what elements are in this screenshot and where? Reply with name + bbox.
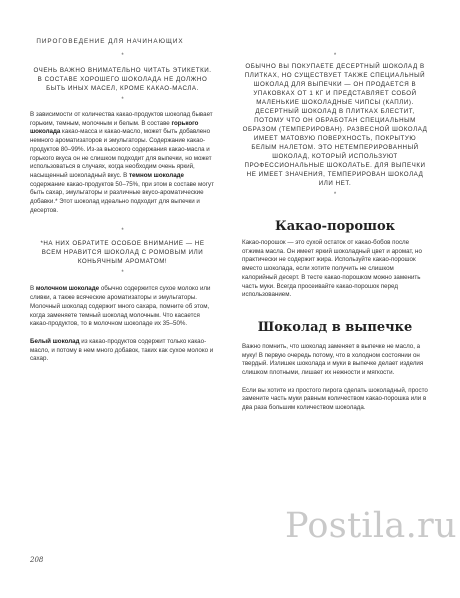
callout-quote: ОБЫЧНО ВЫ ПОКУПАЕТЕ ДЕСЕРТНЫЙ ШОКОЛАД В ПЛИТКАХ, НО СУЩЕСТВУЕТ ТАКЖЕ СПЕЦИАЛЬНЫЙ ШОКОЛАД ДЛЯ ВЫПЕЧКИ — ОН ПРОДАЕТСЯ В УПАКОВКАХ ОТ 1 КГ И ПРЕДСТАВЛЯЕТ СОБОЙ МАЛЕНЬКИЕ ШОКОЛАДНЫЕ ЧИПСЫ (КАПЛИ). ДЕСЕРТНЫЙ ШОКОЛАД В ПЛИТКАХ БЛЕСТИТ, ПОТОМУ ЧТО ОН ОБРАБОТАН СПЕЦИАЛЬНЫМ ОБРАЗОМ (ТЕМПЕРИРОВАН). РАЗВЕСНОЙ ШОКОЛАД ИМЕЕТ МАТОВУЮ ПОВЕРХНОСТЬ, ПОКРЫТУЮ БЕЛЫМ НАЛЕТОМ. ЭТО НЕТЕМПЕРИРОВАННЫЙ ШОКОЛАД, КОТОРЫЙ ИСПОЛЬЗУЮТ ПРОФЕССИОНАЛЬНЫЕ ШОКОЛАТЬЕ. ДЛЯ ВЫПЕЧКИ НЕ ИМЕЕТ ЗНАЧЕНИЯ, ТЕМПЕРИРОВАН ШОКОЛАД ИЛИ НЕТ. [242,63,428,187]
paragraph-baking-1: Важно помнить, что шоколад заменяет в выпечке не масло, а муку! В первую очередь потому, что в холодном состоянии он твердый. Излишек шоколада и муки в выпечке делает изделия слишком плотными, лишает их нежности и мягкости. [242,342,424,377]
star-ornament: * [121,270,124,277]
section-heading-cocoa: Какао-порошок [274,219,396,234]
text-span: обычно содержится сухое молоко или сливки, а также всяческие ароматизаторы и эмульгаторы. Молочный шоколад содержит много сахара, помните об этом, когда заменяете темный шоколад молочным. Что касается какао-продуктов, то в молочном шоколаде их 35–50%. [30,285,211,328]
page-number: 208 [30,556,44,564]
running-head: ПИРОГОВЕДЕНИЕ ДЛЯ НАЧИНАЮЩИХ [36,38,184,45]
star-ornament: * [121,97,124,103]
text-span: В зависимости от количества какао-продуктов шоколад бывает горьким, темным, молочным и белым. В составе [30,111,213,127]
star-ornament: * [333,53,337,59]
star-ornament: * [121,53,124,59]
callout-quote: *НА НИХ ОБРАТИТЕ ОСОБОЕ ВНИМАНИЕ — НЕ ВСЕМ НРАВИТСЯ ШОКОЛАД С РОМОВЫМ ИЛИ КОНЬЯЧНЫМ АРОМАТОМ! [40,240,205,266]
left-column [30,52,215,364]
star-ornament: * [121,228,124,235]
section-heading-baking: Шоколад в выпечке [257,319,413,335]
paragraph-cocoa: Какао-порошок — это сухой остаток от какао-бобов после отжима масла. Он имеет яркий шоколадный цвет и аромат, но практически не содержит жира. Используйте какао-порошок вместо шоколада, если хотите получить не слишком калорийный десерт. В тесте какао-порошком можно заменить часть муки. Всегда просеивайте какао-порошок перед использованием. [242,239,422,299]
star-ornament: * [333,192,337,198]
bold-term: темном шоколаде [128,171,185,179]
watermark: Postila.ru [285,506,457,546]
text-span: какао-масса и какао-масло, может быть добавлено немного ароматизаторов и эмульгаторы. Содержание какао-продуктов 80–99%. Из-за высокого содержания какао-масла и горького вкуса он не слишком подходит для выпечки, но может использоваться в случаях, когда необходим очень яркий, насыщенный шоколадный вкус. В [30,128,212,179]
paragraph-milk-chocolate [30,285,215,329]
text-span: В [30,285,36,293]
bold-term: молочном шоколаде [35,285,100,293]
bold-term: Белый шоколад [30,337,80,345]
right-column [242,52,428,413]
callout-quote: ОЧЕНЬ ВАЖНО ВНИМАТЕЛЬНО ЧИТАТЬ ЭТИКЕТКИ. В СОСТАВЕ ХОРОШЕГО ШОКОЛАДА НЕ ДОЛЖНО БЫТЬ ИНЫХ МАСЕЛ, КРОМЕ КАКАО-МАСЛА. [33,67,212,92]
paragraph-baking-2: Если вы хотите из простого пирога сделать шоколадный, просто замените часть муки равным количеством какао-порошка или в два раза большим количеством шоколада. [242,386,428,412]
paragraph-white-chocolate [30,338,215,364]
text-span: содержание какао-продуктов 50–75%, при этом в составе могут быть сахар, эмульгаторы и различные вкусо-ароматические добавки.* Этот шоколад идеально подходит для выпечки и десертов. [30,180,214,214]
bold-term: горького шоколада [30,119,199,136]
text-span: из какао-продуктов содержит только какао-масло, и потому в нем много добавок, таких как сухое молоко и сахар. [30,337,214,363]
paragraph-chocolate-types [30,111,215,215]
